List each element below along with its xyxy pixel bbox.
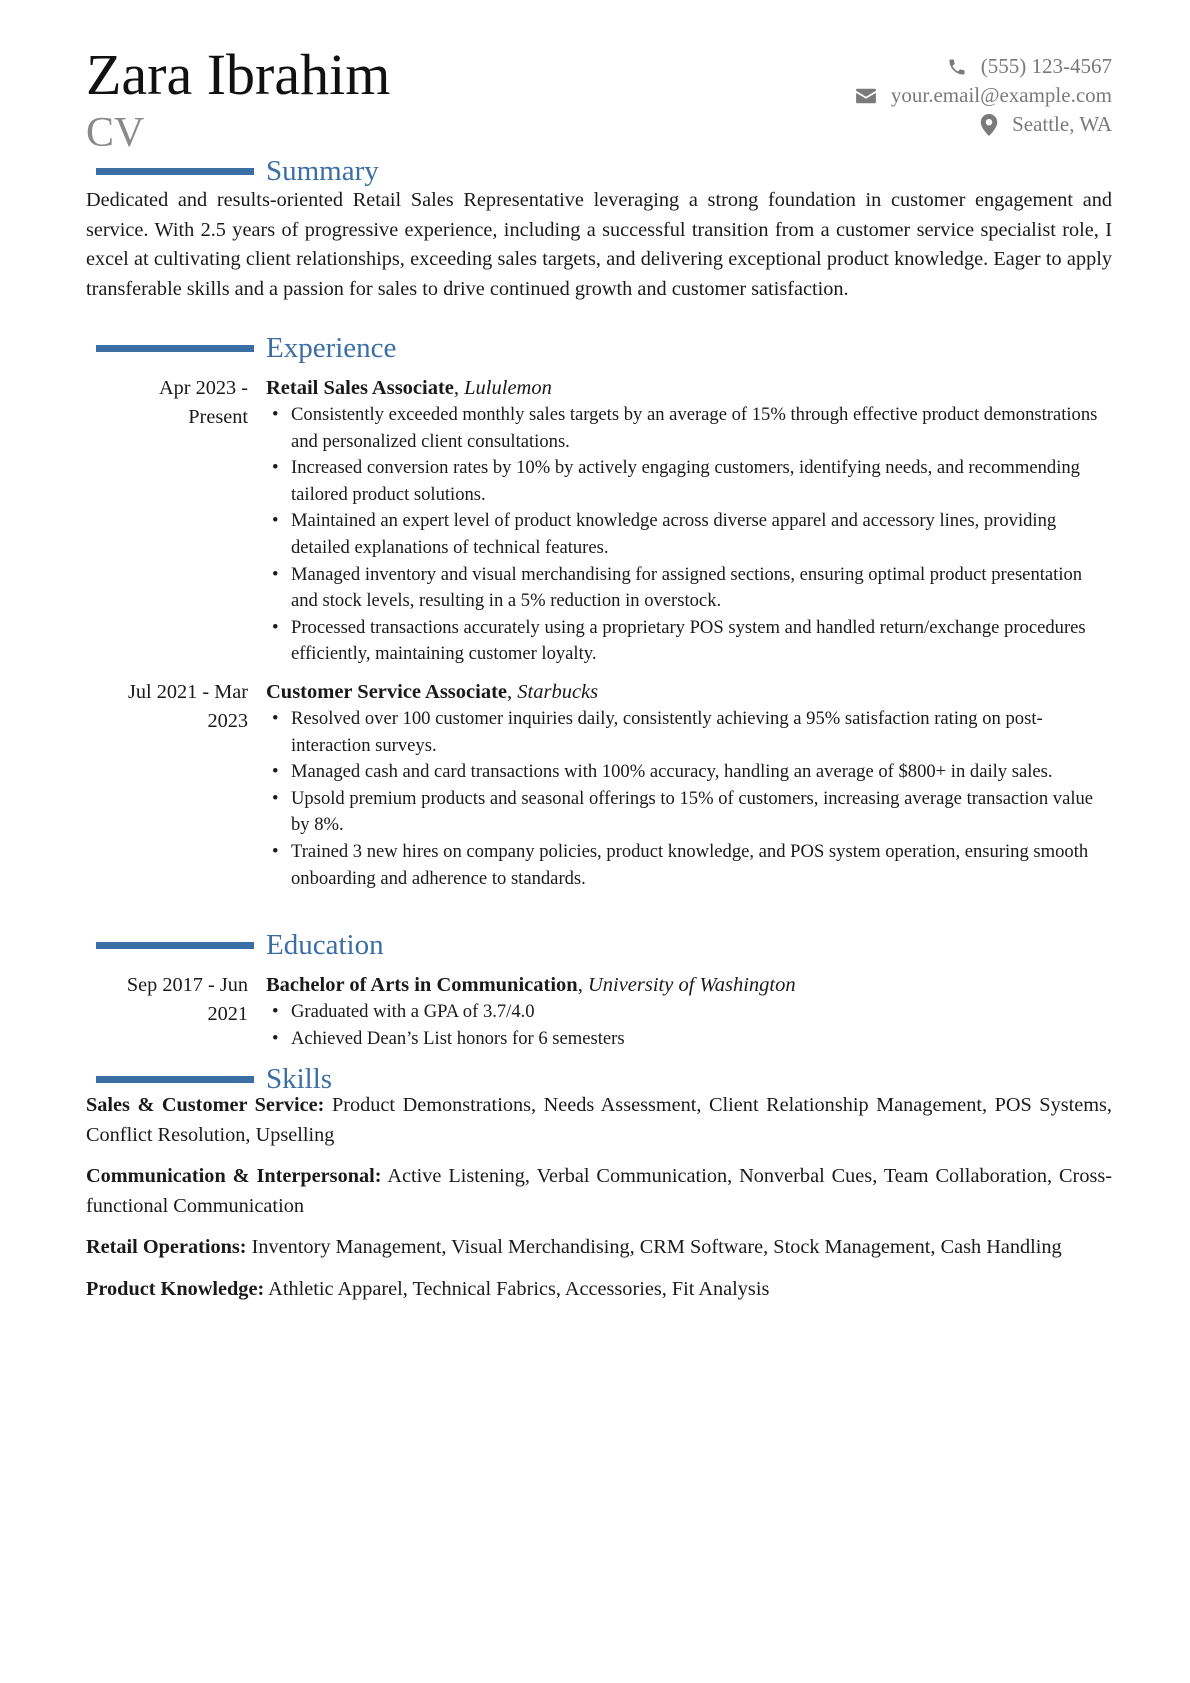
section-accent-bar bbox=[96, 1076, 254, 1083]
skill-category: Product Knowledge: bbox=[86, 1277, 265, 1300]
bullet-list bbox=[266, 706, 1112, 892]
skill-category: Retail Operations: bbox=[86, 1236, 247, 1258]
entry-date: Jul 2021 - Mar 2023 bbox=[128, 681, 248, 732]
entry-body bbox=[266, 374, 1112, 668]
list-item: • Maintained an expert level of product knowledge across diverse apparel and accessory lines, providing detailed explanations of technical features. bbox=[266, 508, 1112, 561]
section-title: Skills bbox=[266, 1063, 333, 1095]
entry-title: Customer Service Associate, Starbucks bbox=[266, 681, 599, 703]
entry-title: Bachelor of Arts in Communication, University of Washington bbox=[266, 974, 796, 996]
document-subtitle: CV bbox=[86, 110, 145, 156]
section-title: Education bbox=[266, 929, 384, 961]
organization: Lululemon bbox=[464, 377, 552, 399]
section-accent-bar bbox=[96, 345, 254, 352]
skill-row bbox=[86, 1233, 1112, 1263]
section-experience-header bbox=[86, 331, 396, 365]
contact-location bbox=[855, 110, 1112, 139]
skills-list bbox=[86, 1091, 1112, 1316]
candidate-name: Zara Ibrahim bbox=[86, 42, 391, 107]
envelope-icon bbox=[855, 87, 877, 105]
location-text: Seattle, WA bbox=[1012, 112, 1112, 136]
phone-number[interactable]: (555) 123-4567 bbox=[980, 54, 1112, 78]
skill-items: Inventory Management, Visual Merchandising, CRM Software, Stock Management, Cash Handling bbox=[246, 1236, 1062, 1258]
entry-date: Apr 2023 - Present bbox=[159, 377, 248, 428]
entry-body bbox=[266, 971, 1112, 1052]
map-marker-icon bbox=[980, 114, 998, 136]
entry-title: Retail Sales Associate, Lululemon bbox=[266, 377, 552, 399]
email-address[interactable]: your.email@example.com bbox=[890, 83, 1112, 107]
section-accent-bar bbox=[96, 168, 254, 175]
skill-row bbox=[86, 1275, 1112, 1305]
organization: Starbucks bbox=[517, 681, 599, 703]
list-item: • Achieved Dean’s List honors for 6 semesters bbox=[266, 1026, 1112, 1053]
contact-info bbox=[855, 52, 1112, 139]
section-title: Experience bbox=[266, 332, 397, 364]
summary-text: Dedicated and results-oriented Retail Sales Representative leveraging a strong foundation in customer engagement and service. With 2.5 years of progressive experience, including a successful transition from a customer service specialist role, I excel at cultivating client relationships, exceeding sales targets, and delivering exceptional product knowledge. Eager to apply transferable skills and a passion for sales to drive continued growth and customer satisfaction. bbox=[86, 189, 1112, 300]
phone-icon bbox=[947, 57, 967, 77]
skill-category: Communication & Interpersonal: bbox=[86, 1165, 382, 1187]
contact-phone bbox=[855, 52, 1112, 81]
skill-items: Active Listening, Verbal Communication, Nonverbal Cues, Team Collaboration, Cross-functional Communication bbox=[86, 1165, 1112, 1217]
skill-items: Product Demonstrations, Needs Assessment, Client Relationship Management, POS Systems, Conflict Resolution, Upselling bbox=[86, 1094, 1112, 1146]
skill-row bbox=[86, 1162, 1112, 1221]
entry-date: Sep 2017 - Jun 2021 bbox=[126, 974, 248, 1025]
list-item: • Trained 3 new hires on company policies, product knowledge, and POS system operation, ensuring smooth onboarding and adherence to standards. bbox=[266, 839, 1112, 892]
list-item: • Managed cash and card transactions with 100% accuracy, handling an average of $800+ in daily sales. bbox=[266, 759, 1112, 786]
bullet-list bbox=[266, 402, 1112, 668]
degree-title: Bachelor of Arts in Communication bbox=[266, 974, 578, 996]
list-item: • Processed transactions accurately using a proprietary POS system and handled return/exchange procedures efficiently, maintaining customer loyalty. bbox=[266, 615, 1112, 668]
skill-items: Athletic Apparel, Technical Fabrics, Accessories, Fit Analysis bbox=[264, 1277, 770, 1300]
skill-category: Sales & Customer Service: bbox=[86, 1094, 325, 1116]
entry-body bbox=[266, 678, 1112, 892]
organization: University of Washington bbox=[587, 974, 796, 996]
bullet-list bbox=[266, 999, 1112, 1052]
job-title: Retail Sales Associate bbox=[266, 377, 454, 399]
list-item: • Managed inventory and visual merchandising for assigned sections, ensuring optimal product presentation and stock levels, resulting in a 5% reduction in overstock. bbox=[266, 562, 1112, 615]
list-item: • Increased conversion rates by 10% by actively engaging customers, identifying needs, and recommending tailored product solutions. bbox=[266, 455, 1112, 508]
contact-email bbox=[855, 81, 1112, 110]
section-title: Summary bbox=[266, 155, 379, 187]
section-summary-header bbox=[86, 154, 379, 188]
list-item: • Resolved over 100 customer inquiries daily, consistently achieving a 95% satisfaction rating on post-interaction surveys. bbox=[266, 706, 1112, 759]
list-item: • Consistently exceeded monthly sales targets by an average of 15% through effective product demonstrations and personalized client consultations. bbox=[266, 402, 1112, 455]
section-education-header bbox=[86, 928, 384, 962]
list-item: • Graduated with a GPA of 3.7/4.0 bbox=[266, 999, 1112, 1026]
list-item: • Upsold premium products and seasonal offerings to 15% of customers, increasing average transaction value by 8%. bbox=[266, 786, 1112, 839]
job-title: Customer Service Associate bbox=[266, 681, 508, 703]
skill-row bbox=[86, 1091, 1112, 1150]
section-accent-bar bbox=[96, 942, 254, 949]
